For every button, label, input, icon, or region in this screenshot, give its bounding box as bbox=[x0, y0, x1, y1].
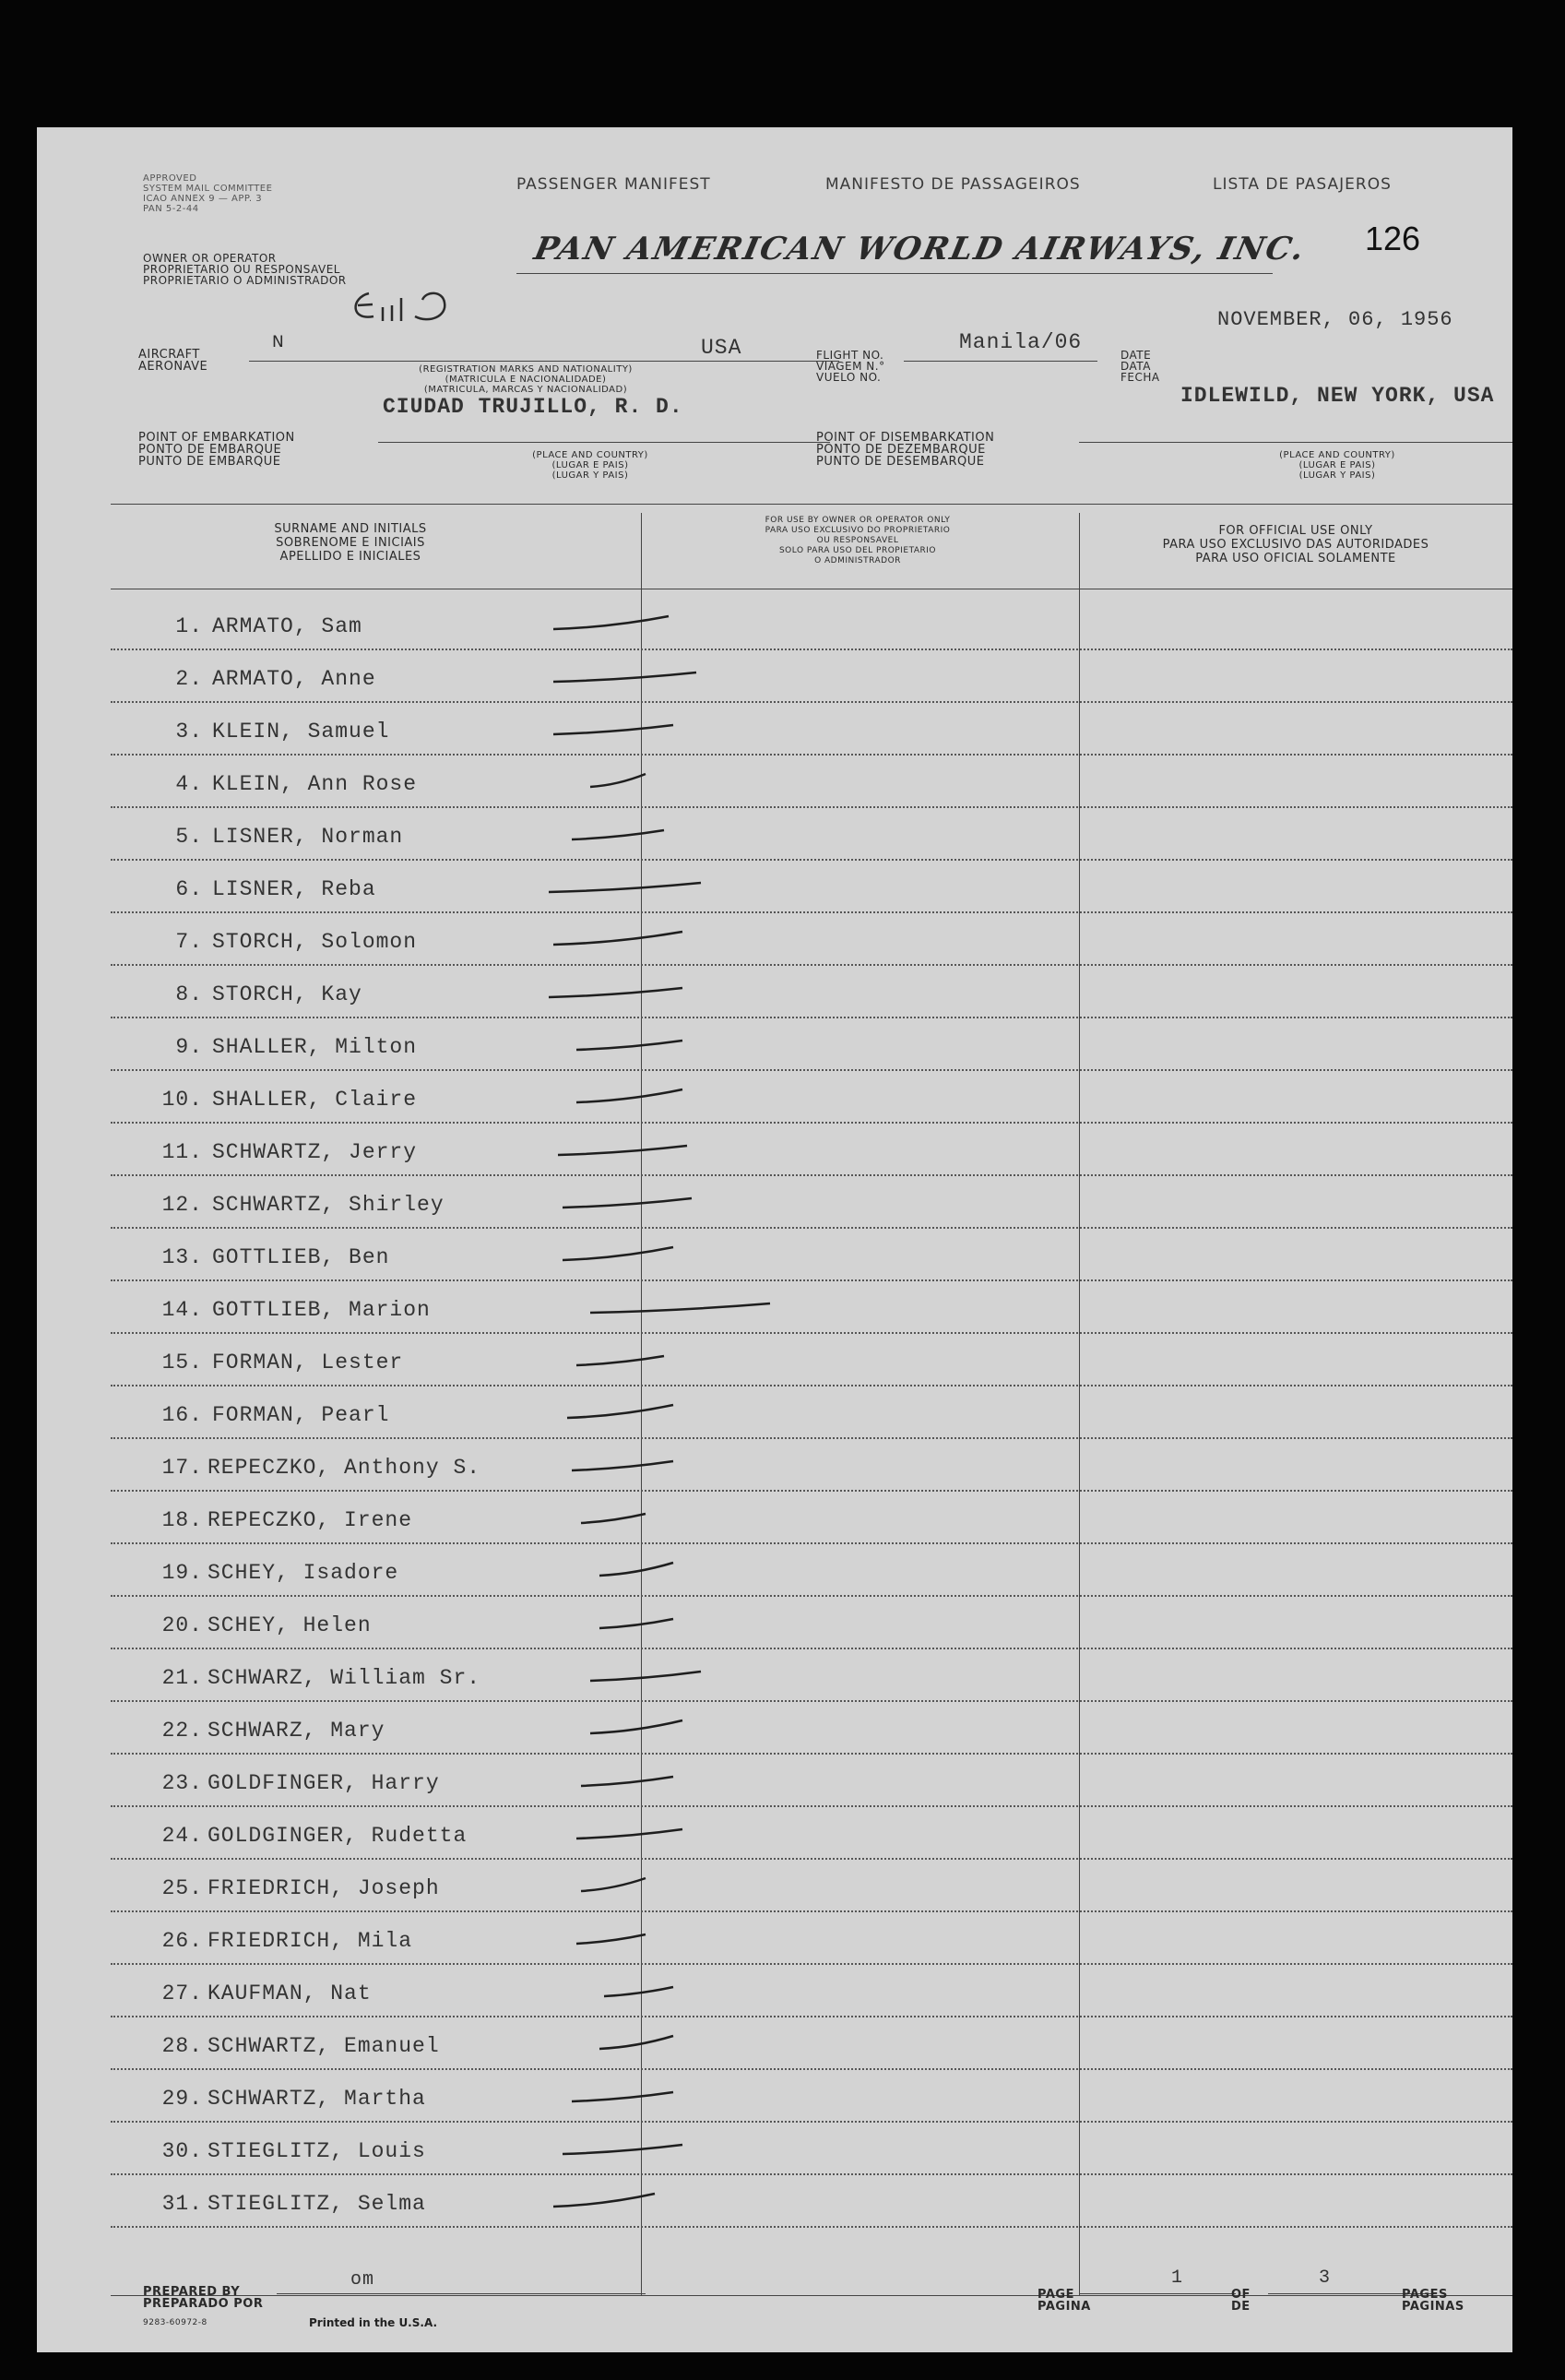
aircraft-label-line: AERONAVE bbox=[138, 360, 208, 374]
prepared-rule bbox=[277, 2293, 646, 2294]
prepared-label-line: PREPARED BY bbox=[143, 2285, 241, 2299]
page-value: 1 bbox=[1171, 2267, 1184, 2289]
passenger-name: SCHWARZ, Mary bbox=[207, 1719, 385, 1743]
passenger-number: 6. bbox=[175, 877, 203, 901]
check-stroke bbox=[576, 1934, 646, 1944]
registration-note-line: (MATRICULA E NACIONALIDADE) bbox=[445, 375, 607, 385]
place-note-line: (LUGAR Y PAIS) bbox=[551, 470, 629, 481]
place-note-line: (LUGAR Y PAIS) bbox=[1298, 470, 1376, 481]
passenger-name: LISNER, Reba bbox=[212, 877, 376, 901]
of-label bbox=[1231, 2289, 1251, 2313]
check-stroke bbox=[553, 932, 682, 945]
check-stroke bbox=[581, 1777, 673, 1786]
check-stroke bbox=[549, 988, 682, 997]
of-label-line: OF bbox=[1231, 2288, 1251, 2302]
disembarkation-value: IDLEWILD, NEW YORK, USA bbox=[1180, 384, 1495, 408]
passenger-name: SHALLER, Milton bbox=[212, 1035, 418, 1059]
passenger-name: FRIEDRICH, Joseph bbox=[207, 1876, 440, 1900]
passenger-number: 29. bbox=[161, 2087, 203, 2111]
passenger-name: SCHWARTZ, Emanuel bbox=[207, 2034, 440, 2058]
passenger-name: SCHEY, Isadore bbox=[207, 1561, 399, 1585]
owner-use-header-line: FOR USE BY OWNER OR OPERATOR ONLY bbox=[765, 516, 951, 525]
title-es: LISTA DE PASAJEROS bbox=[1213, 175, 1392, 194]
passenger-number: 1. bbox=[175, 614, 203, 638]
passenger-name: SCHEY, Helen bbox=[207, 1613, 372, 1637]
owner-use-header-line: PARA USO EXCLUSIVO DO PROPRIETARIO bbox=[765, 526, 951, 535]
passenger-number: 11. bbox=[161, 1140, 203, 1164]
check-stroke bbox=[576, 1829, 682, 1839]
embarkation-value: CIUDAD TRUJILLO, R. D. bbox=[383, 395, 683, 419]
aircraft-label-line: AIRCRAFT bbox=[138, 348, 200, 362]
place-note-line: (LUGAR E PAIS) bbox=[551, 460, 629, 470]
passenger-number: 2. bbox=[175, 667, 203, 691]
aircraft-n: N bbox=[272, 333, 285, 351]
manifest-sheet bbox=[37, 127, 1512, 2352]
owner-label-line: PROPRIETARIO OU RESPONSAVEL bbox=[143, 263, 340, 276]
place-note-line: (PLACE AND COUNTRY) bbox=[532, 450, 648, 460]
owner-use-header-line: SOLO PARA USO DEL PROPIETARIO bbox=[778, 546, 937, 555]
of-value: 3 bbox=[1319, 2267, 1332, 2289]
embarkation-label-line: PONTO DE EMBARQUE bbox=[138, 443, 282, 457]
passenger-number: 18. bbox=[161, 1508, 203, 1532]
passenger-number: 31. bbox=[161, 2192, 203, 2216]
passenger-name: SCHWARTZ, Shirley bbox=[212, 1193, 445, 1217]
check-stroke bbox=[604, 1987, 673, 1996]
passenger-name: SHALLER, Claire bbox=[212, 1088, 418, 1112]
title-pt: MANIFESTO DE PASSAGEIROS bbox=[825, 175, 1081, 194]
passenger-number: 19. bbox=[161, 1561, 203, 1585]
check-stroke bbox=[553, 2194, 655, 2207]
disembarkation-label-line: PUNTO DE DESEMBARQUE bbox=[816, 455, 985, 469]
pages-label-line: PAGES bbox=[1402, 2288, 1448, 2302]
passenger-name: ARMATO, Sam bbox=[212, 614, 362, 638]
page-label-line: PAGINA bbox=[1037, 2300, 1091, 2314]
page-rule bbox=[1079, 2293, 1236, 2294]
passenger-number: 9. bbox=[175, 1035, 203, 1059]
embarkation-label-line: PUNTO DE EMBARQUE bbox=[138, 455, 281, 469]
passenger-name: STIEGLITZ, Selma bbox=[207, 2192, 426, 2216]
passenger-number: 16. bbox=[161, 1403, 203, 1427]
passenger-name: SCHWARTZ, Martha bbox=[207, 2087, 426, 2111]
official-use-header-line: PARA USO EXCLUSIVO DAS AUTORIDADES bbox=[1162, 538, 1429, 552]
check-stroke bbox=[572, 830, 664, 839]
flight-label-line: VIAGEM N.° bbox=[816, 360, 885, 373]
passenger-name: KLEIN, Samuel bbox=[212, 720, 390, 744]
passenger-name: GOLDGINGER, Rudetta bbox=[207, 1824, 468, 1848]
passenger-number: 5. bbox=[175, 825, 203, 849]
airline-name: PAN AMERICAN WORLD AIRWAYS, INC. bbox=[530, 231, 1310, 268]
date-label-line: FECHA bbox=[1120, 371, 1160, 384]
check-stroke bbox=[572, 2092, 673, 2101]
check-stroke bbox=[563, 1247, 673, 1260]
passenger-name: STORCH, Solomon bbox=[212, 930, 418, 954]
passenger-name: GOTTLIEB, Ben bbox=[212, 1245, 390, 1269]
passenger-name: LISNER, Norman bbox=[212, 825, 404, 849]
check-stroke bbox=[572, 1461, 673, 1470]
prepared-by-label bbox=[143, 2286, 263, 2310]
check-stroke bbox=[567, 1405, 673, 1418]
date-label-line: DATA bbox=[1120, 360, 1151, 373]
passenger-number: 15. bbox=[161, 1351, 203, 1374]
approval-line: SYSTEM MAIL COMMITTEE bbox=[143, 184, 273, 194]
check-stroke bbox=[576, 1356, 664, 1365]
prepared-label-line: PREPARADO POR bbox=[143, 2297, 264, 2311]
pages-label bbox=[1402, 2289, 1464, 2313]
owner-use-header-line: OU RESPONSAVEL bbox=[816, 536, 899, 545]
flight-label-line: FLIGHT NO. bbox=[816, 349, 884, 362]
official-use-header-line: PARA USO OFICIAL SOLAMENTE bbox=[1195, 552, 1396, 565]
check-stroke bbox=[553, 672, 696, 682]
check-stroke bbox=[549, 883, 701, 892]
of-label-line: DE bbox=[1231, 2300, 1251, 2314]
check-stroke bbox=[576, 1041, 682, 1050]
check-stroke bbox=[590, 774, 646, 787]
owner-use-header-line: O ADMINISTRADOR bbox=[814, 556, 901, 565]
place-note-line: (LUGAR E PAIS) bbox=[1298, 460, 1376, 470]
passenger-number: 4. bbox=[175, 772, 203, 796]
approval-line: ICAO ANNEX 9 — APP. 3 bbox=[143, 194, 263, 204]
flight-value: Manila/06 bbox=[959, 330, 1083, 354]
passenger-number: 22. bbox=[161, 1719, 203, 1743]
official-use-header-line: FOR OFFICIAL USE ONLY bbox=[1218, 524, 1373, 538]
passenger-name: SCHWARTZ, Jerry bbox=[212, 1140, 418, 1164]
passenger-number: 12. bbox=[161, 1193, 203, 1217]
passenger-name: GOTTLIEB, Marion bbox=[212, 1298, 431, 1322]
surname-header-line: SOBRENOME E INICIAIS bbox=[276, 536, 425, 550]
check-marks bbox=[37, 127, 1512, 2352]
passenger-number: 7. bbox=[175, 930, 203, 954]
check-stroke bbox=[599, 2036, 673, 2049]
passenger-number: 28. bbox=[161, 2034, 203, 2058]
passenger-number: 24. bbox=[161, 1824, 203, 1848]
passenger-number: 23. bbox=[161, 1771, 203, 1795]
check-stroke bbox=[581, 1878, 646, 1891]
approval-line: APPROVED bbox=[143, 173, 197, 184]
passenger-number: 10. bbox=[161, 1088, 203, 1112]
passenger-number: 27. bbox=[161, 1981, 203, 2005]
passenger-number: 3. bbox=[175, 720, 203, 744]
page-label bbox=[1037, 2289, 1091, 2313]
disembarkation-label-line: PONTO DE DEZEMBARQUE bbox=[816, 443, 986, 457]
prepared-by-value: om bbox=[350, 2269, 375, 2291]
passenger-number: 17. bbox=[161, 1456, 203, 1480]
passenger-name: FORMAN, Lester bbox=[212, 1351, 404, 1374]
check-stroke bbox=[599, 1563, 673, 1576]
page-number: 126 bbox=[1365, 220, 1421, 257]
owner-label-line: PROPRIETARIO O ADMINISTRADOR bbox=[143, 274, 347, 287]
table-bottom-rule bbox=[111, 2295, 1512, 2296]
passenger-name: KLEIN, Ann Rose bbox=[212, 772, 418, 796]
check-stroke bbox=[590, 1672, 701, 1681]
approval-line: PAN 5-2-44 bbox=[143, 204, 199, 214]
owner-label-line: OWNER OR OPERATOR bbox=[143, 252, 277, 265]
form-number: 9283-60972-8 bbox=[143, 2318, 207, 2327]
passenger-number: 14. bbox=[161, 1298, 203, 1322]
passenger-name: STORCH, Kay bbox=[212, 982, 362, 1006]
passenger-name: FRIEDRICH, Mila bbox=[207, 1929, 413, 1953]
passenger-name: ARMATO, Anne bbox=[212, 667, 376, 691]
check-stroke bbox=[553, 616, 669, 629]
check-stroke bbox=[563, 2145, 682, 2154]
check-stroke bbox=[599, 1619, 673, 1628]
registration-note-line: (MATRICULA, MARCAS Y NACIONALIDAD) bbox=[423, 385, 628, 395]
surname-header-line: APELLIDO E INICIALES bbox=[279, 550, 421, 564]
passenger-number: 25. bbox=[161, 1876, 203, 1900]
check-stroke bbox=[563, 1198, 692, 1208]
printed-note: Printed in the U.S.A. bbox=[309, 2316, 438, 2329]
check-stroke bbox=[558, 1146, 687, 1155]
passenger-number: 20. bbox=[161, 1613, 203, 1637]
title-en: PASSENGER MANIFEST bbox=[516, 175, 711, 194]
check-stroke bbox=[590, 1303, 770, 1313]
passenger-number: 30. bbox=[161, 2139, 203, 2163]
passenger-name: REPECZKO, Anthony S. bbox=[207, 1456, 481, 1480]
passenger-name: REPECZKO, Irene bbox=[207, 1508, 413, 1532]
aircraft-registration: USA bbox=[701, 336, 742, 360]
passenger-number: 26. bbox=[161, 1929, 203, 1953]
place-note-line: (PLACE AND COUNTRY) bbox=[1279, 450, 1395, 460]
registration-note-line: (REGISTRATION MARKS AND NATIONALITY) bbox=[419, 364, 633, 375]
passenger-number: 21. bbox=[161, 1666, 203, 1690]
check-stroke bbox=[553, 725, 673, 734]
check-stroke bbox=[576, 1089, 682, 1102]
check-stroke bbox=[590, 1720, 682, 1733]
flight-label-line: VUELO NO. bbox=[816, 371, 882, 384]
passenger-number: 13. bbox=[161, 1245, 203, 1269]
pages-label-line: PAGINAS bbox=[1402, 2300, 1464, 2314]
disembarkation-label-line: POINT OF DISEMBARKATION bbox=[816, 431, 995, 445]
passenger-name: SCHWARZ, William Sr. bbox=[207, 1666, 481, 1690]
passenger-name: KAUFMAN, Nat bbox=[207, 1981, 372, 2005]
date-label-line: DATE bbox=[1120, 349, 1152, 362]
surname-header-line: SURNAME AND INITIALS bbox=[274, 522, 427, 536]
embarkation-label-line: POINT OF EMBARKATION bbox=[138, 431, 295, 445]
page-label-line: PAGE bbox=[1037, 2288, 1074, 2302]
passenger-number: 8. bbox=[175, 982, 203, 1006]
passenger-name: GOLDFINGER, Harry bbox=[207, 1771, 440, 1795]
date-value: NOVEMBER, 06, 1956 bbox=[1217, 308, 1453, 331]
passenger-name: STIEGLITZ, Louis bbox=[207, 2139, 426, 2163]
passenger-name: FORMAN, Pearl bbox=[212, 1403, 390, 1427]
check-stroke bbox=[581, 1514, 646, 1523]
